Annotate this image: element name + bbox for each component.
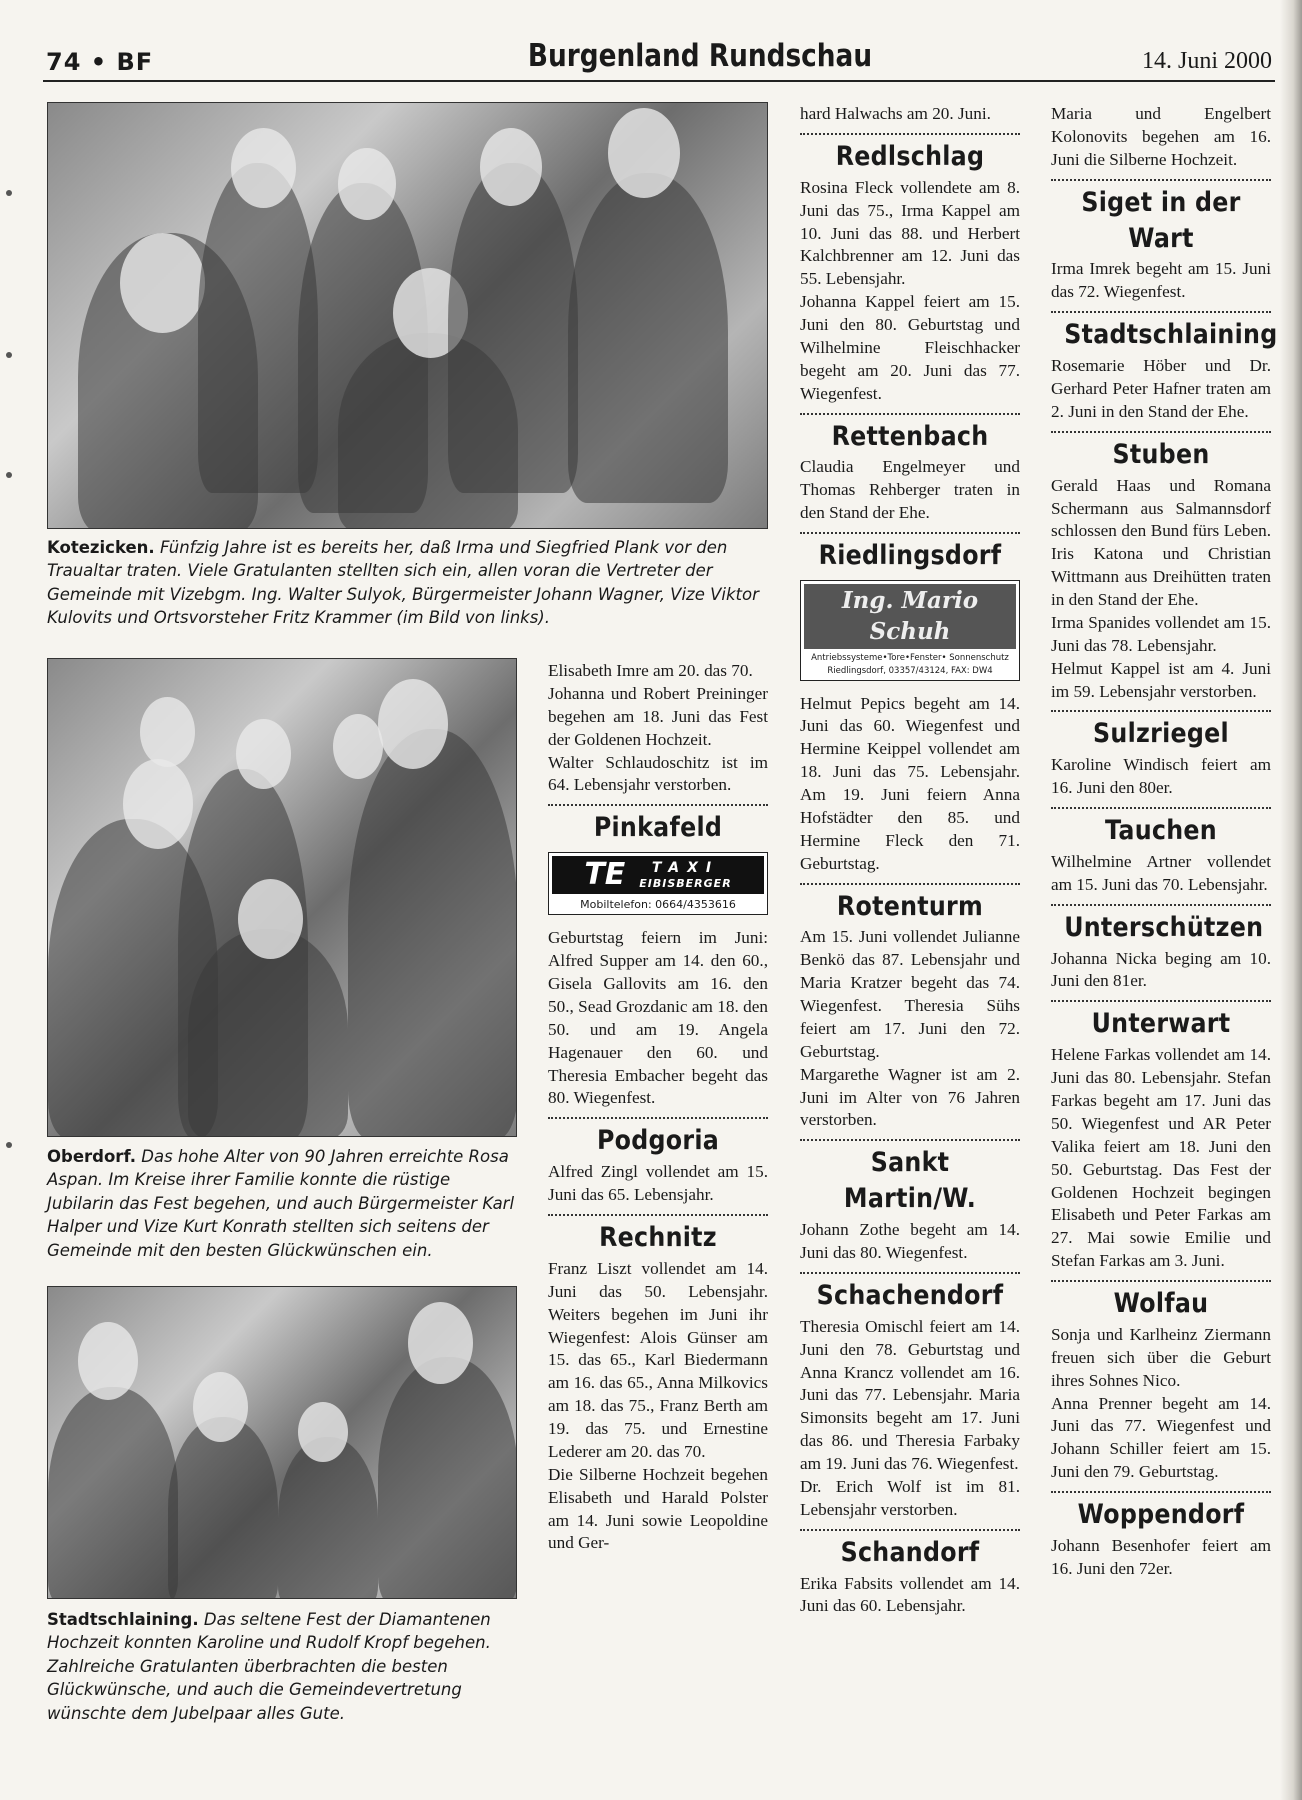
dotted-divider	[800, 133, 1020, 135]
town-heading: Rechnitz	[599, 1222, 717, 1253]
paragraph: Anna Prenner begeht am 14. Juni das 77. Wiegenfest und Johann Schiller feiert am 15. Juni den 79. Geburtstag.	[1051, 1393, 1271, 1482]
paragraph: Wilhelmine Artner vollendet am 15. Juni das 70. Lebensjahr.	[1051, 851, 1271, 894]
paragraph: Theresia Omischl feiert am 14. Juni den 78. Geburtstag und Anna Krancz vollendet am 16. Juni das 77. Lebensjahr. Maria Simonsits begeht am 17. Juni das 86. und Theresia Farbaky am 19. Juni das 76. Wiegenfest.	[800, 1316, 1020, 1473]
dotted-divider	[548, 804, 768, 806]
paragraph: Johanna Nicka beging am 10. Juni den 81er.	[1051, 948, 1271, 991]
paragraph: Alfred Zingl vollendet am 15. Juni das 65. Lebensjahr.	[548, 1162, 768, 1205]
taxi-logo-text	[639, 859, 731, 892]
page-number: 74 • BF	[46, 48, 154, 76]
paragraph: Margarethe Wagner ist am 2. Juni im Alter von 76 Jahren verstorben.	[800, 1064, 1020, 1130]
dotted-divider	[1051, 904, 1271, 906]
caption-oberdorf	[47, 1145, 515, 1262]
newspaper-title: Burgenland Rundschau	[527, 38, 873, 74]
dotted-divider	[1051, 710, 1271, 712]
dotted-divider	[800, 883, 1020, 885]
dotted-divider	[1051, 1491, 1271, 1493]
paragraph: Claudia Engelmeyer und Thomas Rehberger traten in den Stand der Ehe.	[800, 457, 1020, 523]
town-heading: Redlschlag	[835, 140, 985, 172]
town-heading: Rettenbach	[831, 420, 989, 452]
dotted-divider	[1051, 179, 1271, 181]
paragraph: Helmut Kappel ist am 4. Juni im 59. Lebensjahr verstorben.	[1051, 658, 1271, 701]
town-heading: Stuben	[1112, 438, 1210, 470]
paragraph: Helene Farkas vollendet am 14. Juni das 80. Lebensjahr. Stefan Farkas begeht am 17. Juni das 50. Wiegenfest und AR Peter Valika feiert am 18. Juni den 50. Geburtstag. Das Fest der Goldenen Hochzeit begingen Elisabeth und Peter Farkas am 27. Mai sowie Emilie und Stefan Farkas am 3. Juni.	[1051, 1045, 1271, 1271]
header-rule	[43, 80, 1275, 82]
paragraph: Gerald Haas und Romana Schermann aus Salmannsdorf schlossen den Bund fürs Leben. Iris Katona und Christian Wittmann aus Dreihütten traten in den Stand der Ehe.	[1051, 475, 1271, 609]
caption-text: Fünfzig Jahre ist es bereits her, daß Irma und Siegfried Plank vor den Traualtar traten. Viele Gratulanten stellten sich ein, allen voran die Vertreter der Gemeinde mit Vizebgm. Ing. Walter Sulyok, Bürgermeister Johann Wagner, Vize Viktor Kulovits und Ortsvorsteher Fritz Krammer (im Bild von links).	[47, 538, 759, 628]
paragraph: Johanna Kappel feiert am 15. Juni den 80. Geburtstag und Wilhelmine Fleischhacker begeht am 20. Juni das 77. Wiegenfest.	[800, 292, 1020, 403]
dotted-divider	[800, 1529, 1020, 1531]
dotted-divider	[1051, 807, 1271, 809]
paragraph: Dr. Erich Wolf ist im 81. Lebensjahr verstorben.	[800, 1476, 1020, 1519]
caption-stadtschlaining	[47, 1608, 515, 1725]
ad-contact: Riedlingsdorf, 03357/43124, FAX: DW4	[827, 666, 993, 677]
dotted-divider	[1051, 431, 1271, 433]
paragraph: Johanna und Robert Preininger begehen am 18. Juni das Fest der Goldenen Hochzeit.	[548, 683, 768, 749]
paragraph: Sonja und Karlheinz Ziermann freuen sich über die Geburt ihres Sohnes Nico.	[1051, 1324, 1271, 1390]
caption-kotezicken	[47, 536, 766, 630]
dotted-divider	[800, 532, 1020, 534]
paragraph: Walter Schlaudoschitz ist im 64. Lebensjahr verstorben.	[548, 752, 768, 795]
town-heading: Riedlingsdorf	[818, 540, 1002, 572]
town-heading: Unterschützen	[1064, 911, 1264, 943]
binding-hole	[6, 352, 12, 358]
binding-hole	[6, 472, 12, 478]
paragraph: Die Silberne Hochzeit begehen Elisabeth und Harald Polster am 14. Juni sowie Leopoldine und Ger-	[548, 1464, 768, 1553]
town-heading: Woppendorf	[1077, 1499, 1245, 1531]
paragraph: Karoline Windisch feiert am 16. Juni den 80er.	[1051, 755, 1271, 798]
paragraph: Irma Spanides vollendet am 15. Juni das 78. Lebensjahr.	[1051, 612, 1271, 655]
town-heading: Schachendorf	[816, 1279, 1004, 1311]
caption-place: Kotezicken.	[47, 538, 155, 557]
ad-title: Ing. Mario Schuh	[804, 584, 1016, 649]
column-3	[800, 103, 1020, 1618]
column-4	[1051, 103, 1278, 1581]
dotted-divider	[1051, 311, 1271, 313]
photo-kotezicken	[47, 102, 768, 529]
binding-hole	[6, 190, 12, 196]
dotted-divider	[548, 1214, 768, 1216]
caption-text: Das seltene Fest der Diamantenen Hochzeit konnten Karoline und Rudolf Kropf begehen. Zahlreiche Gratulanten überbrachten die besten Glückwünsche, und auch die Gemeindevertretung wünschte dem Jubelpaar alles Gute.	[47, 1610, 491, 1723]
paragraph: Rosina Fleck vollendete am 8. Juni das 75., Irma Kappel am 10. Juni das 88. und Herbert Kalchbrenner am 12. Juni das 55. Lebensjahr.	[800, 177, 1020, 289]
town-heading: Rotenturm	[836, 890, 984, 922]
paragraph: hard Halwachs am 20. Juni.	[800, 104, 991, 123]
town-heading: Siget in der Wart	[1081, 186, 1241, 254]
column-middle	[548, 660, 768, 1555]
town-heading: Sulzriegel	[1093, 718, 1229, 750]
paragraph: Irma Imrek begeht am 15. Juni das 72. Wiegenfest.	[1051, 259, 1271, 302]
town-heading: Schandorf	[840, 1536, 980, 1568]
town-heading: Wolfau	[1113, 1288, 1209, 1319]
caption-text: Das hohe Alter von 90 Jahren erreichte Rosa Aspan. Im Kreise ihrer Familie konnte die rüstige Jubilarin das Fest begehen, und auch Bürgermeister Karl Halper und Vize Kurt Konrath stellten sich seitens der Gemeinde mit den besten Glückwünschen ein.	[47, 1147, 515, 1260]
issue-date: 14. Juni 2000	[1141, 48, 1272, 74]
paragraph: Maria und Engelbert Kolonovits begehen am 16. Juni die Silberne Hochzeit.	[1051, 104, 1271, 169]
caption-place: Stadtschlaining.	[47, 1610, 199, 1629]
town-heading: Podgoria	[596, 1125, 720, 1157]
taxi-company: EIBISBERGER	[639, 877, 732, 891]
taxi-word: TAXI	[651, 859, 720, 876]
taxi-phone: Mobiltelefon: 0664/4353616	[580, 898, 736, 912]
page-edge-shadow	[1280, 0, 1302, 1800]
paragraph: Rosemarie Höber und Dr. Gerhard Peter Hafner traten am 2. Juni in den Stand der Ehe.	[1051, 356, 1271, 421]
town-heading: Sankt Martin/W.	[843, 1147, 977, 1215]
taxi-logo	[552, 856, 764, 894]
paragraph: Johann Zothe begeht am 14. Juni das 80. Wiegenfest.	[800, 1220, 1020, 1262]
taxi-logo-te: TE	[584, 857, 626, 893]
photo-oberdorf	[47, 658, 517, 1137]
caption-place: Oberdorf.	[47, 1147, 136, 1166]
ad-mario-schuh	[800, 580, 1020, 681]
dotted-divider	[1051, 1000, 1271, 1002]
paragraph: Elisabeth Imre am 20. das 70.	[548, 661, 753, 680]
town-heading: Unterwart	[1091, 1008, 1231, 1040]
dotted-divider	[1051, 1280, 1271, 1282]
town-heading: Stadtschlaining	[1064, 319, 1278, 351]
binding-hole	[6, 1142, 12, 1148]
paragraph: Johann Besenhofer feiert am 16. Juni den 72er.	[1051, 1535, 1271, 1578]
dotted-divider	[800, 413, 1020, 415]
paragraph: Erika Fabsits vollendet am 14. Juni das 60. Lebensjahr.	[800, 1573, 1020, 1616]
town-heading: Pinkafeld	[593, 812, 723, 844]
paragraph: Franz Liszt vollendet am 14. Juni das 50. Lebensjahr. Weiters begehen im Juni ihr Wiegenfest: Alois Günser am 15. das 65., Karl Biedermann am 16. das 65., Anna Milkovics am 18. das 75., Franz Berth am 19. das 75. und Ernestine Lederer am 20. das 70.	[548, 1258, 768, 1461]
dotted-divider	[548, 1117, 768, 1119]
ad-taxi-eibisberger	[548, 852, 768, 915]
ad-services: Antriebssysteme•Tore•Fenster• Sonnenschutz	[811, 653, 1009, 664]
paragraph: Am 15. Juni vollendet Julianne Benkö das 87. Lebensjahr und Maria Kratzer begeht das 74. Wiegenfest. Theresia Sühs feiert am 17. Juni den 72. Geburtstag.	[800, 927, 1020, 1061]
paragraph: Geburtstag feiern im Juni: Alfred Supper am 14. den 60., Gisela Gallovits am 16. den 50., Sead Grozdanic am 18. den 50. und am 19. Angela Hagenauer den 60. und Theresia Embacher begeht das 80. Wiegenfest.	[548, 928, 768, 1108]
town-heading: Tauchen	[1105, 815, 1217, 847]
dotted-divider	[800, 1139, 1020, 1141]
dotted-divider	[800, 1272, 1020, 1274]
photo-stadtschlaining	[47, 1286, 517, 1599]
paragraph: Helmut Pepics begeht am 14. Juni das 60. Wiegenfest und Hermine Keippel vollendet am 18. Juni das 75. Lebensjahr. Am 19. Juni feiern Anna Hofstädter den 85. und Hermine Fleck den 71. Geburtstag.	[800, 693, 1020, 873]
